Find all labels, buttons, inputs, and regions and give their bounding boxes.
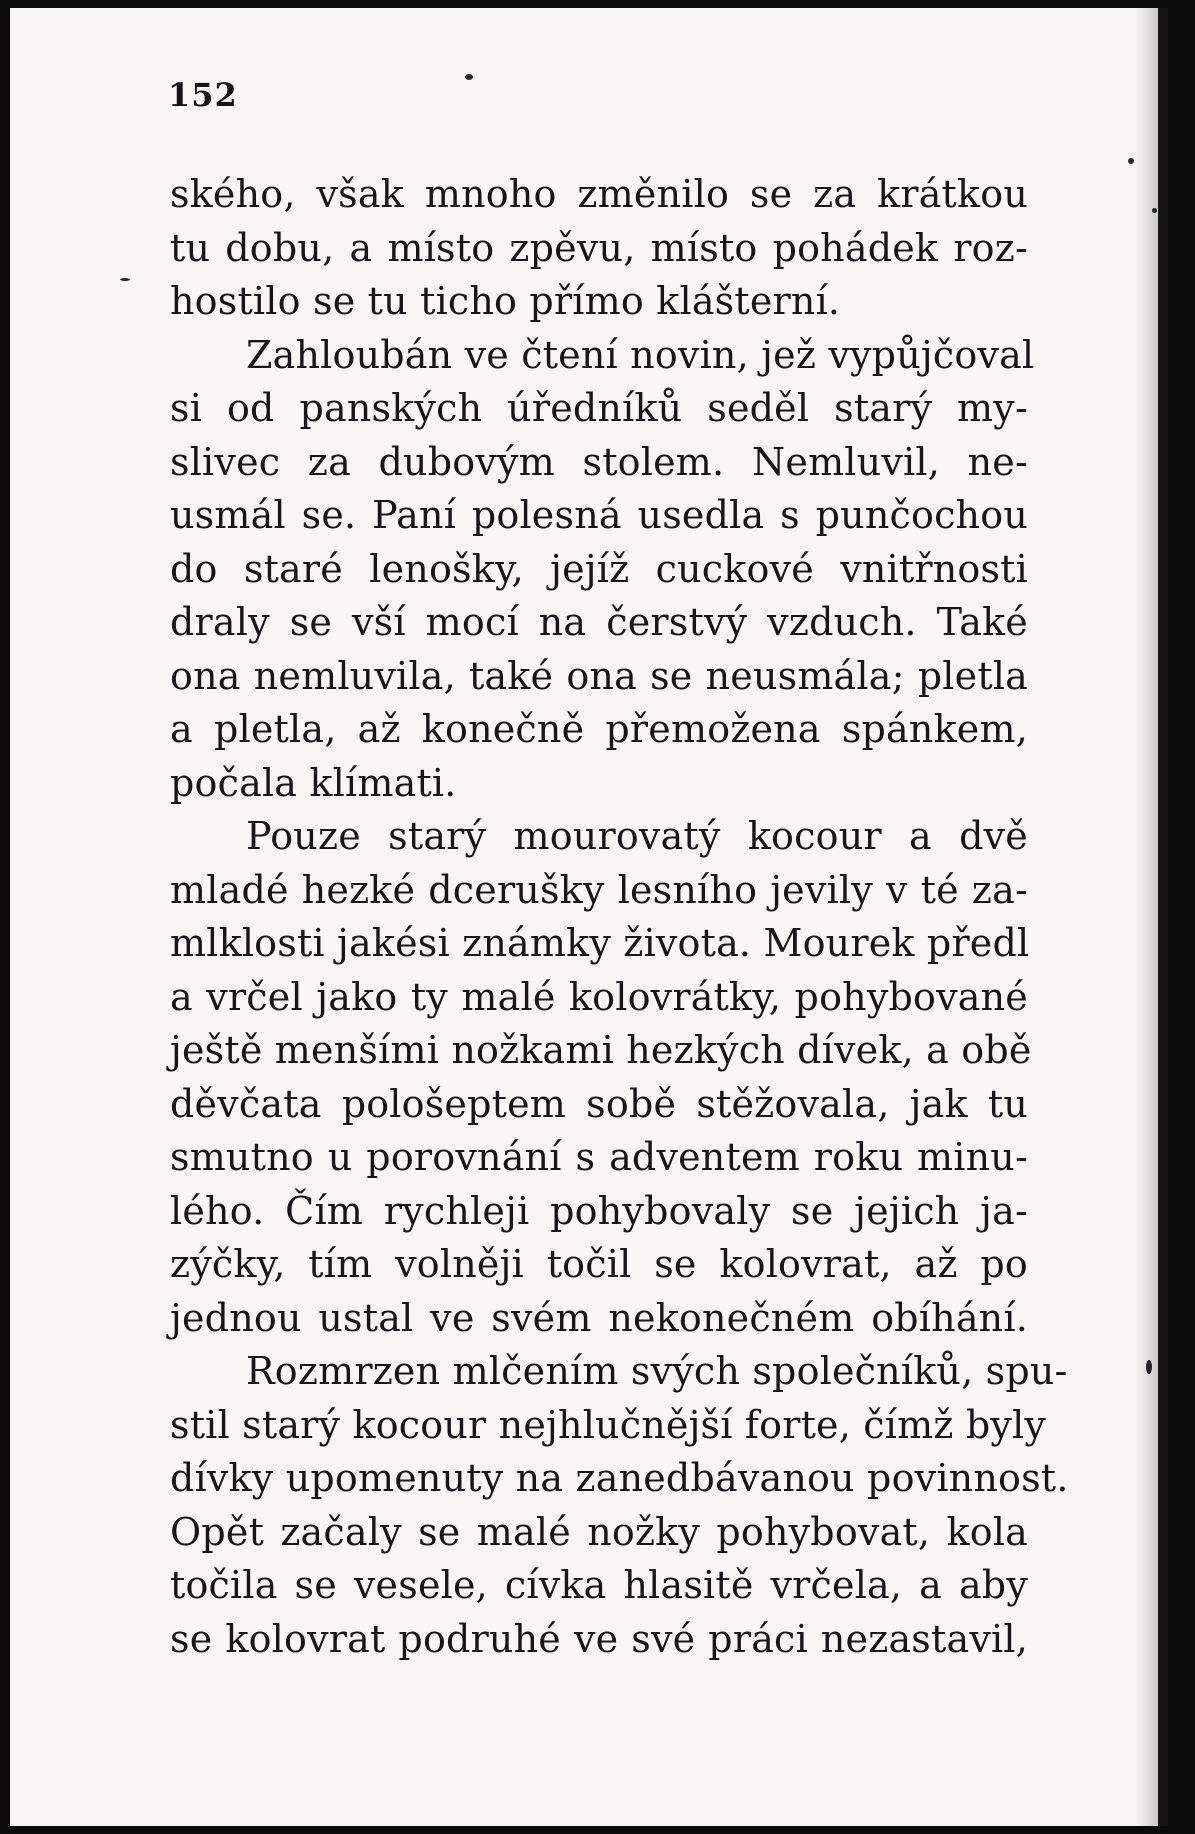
- text-line: děvčata pološeptem sobě stěžovala, jak tu: [170, 1081, 1028, 1126]
- page-number: 152: [168, 76, 238, 114]
- text-line: lého. Čím rychleji pohybovaly se jejich ja-: [170, 1188, 1028, 1233]
- text-line: Rozmrzen mlčením svých společníků, spu-: [246, 1349, 1068, 1393]
- text-line: mlklosti jakési známky života. Mourek předl: [170, 921, 1030, 965]
- text-line: se kolovrat podruhé ve své práci nezastavil,: [170, 1616, 1028, 1661]
- text-line: Pouze starý mourovatý kocour a dvě: [246, 814, 1028, 858]
- scan-shadow-edge: [1136, 8, 1158, 1826]
- text-line: jednou ustal ve svém nekonečném obíhání.: [170, 1295, 1028, 1340]
- text-line: slivec za dubovým stolem. Nemluvil, ne-: [170, 439, 1028, 484]
- text-line: hostilo se tu ticho přímo klášterní.: [170, 279, 841, 323]
- book-page: [10, 8, 1168, 1826]
- text-line: dívky upomenuty na zanedbávanou povinnost.: [170, 1456, 1069, 1500]
- text-line: tu dobu, a místo zpěvu, místo pohádek roz-: [170, 225, 1028, 270]
- text-line: si od panských úředníků seděl starý my-: [170, 386, 1028, 430]
- text-line: zýčky, tím volněji točil se kolovrat, až po: [170, 1242, 1028, 1286]
- body-text: [170, 168, 1069, 1666]
- text-line: Zahloubán ve čtení novin, jež vypůjčoval: [246, 332, 1035, 377]
- text-line: usmál se. Paní polesná usedla s punčochou: [170, 493, 1028, 537]
- scan-speck: [1128, 158, 1134, 164]
- text-line: točila se vesele, cívka hlasitě vrčela, a aby: [170, 1563, 1028, 1607]
- text-line: ského, však mnoho změnilo se za krátkou: [170, 172, 1028, 216]
- text-line: mladé hezké dcerušky lesního jevily v té za-: [170, 867, 1028, 912]
- text-line: ještě menšími nožkami hezkých dívek, a obě: [170, 1028, 1032, 1072]
- text-line: ona nemluvila, také ona se neusmála; pletla: [170, 653, 1028, 698]
- text-line: smutno u porovnání s adventem roku minu-: [170, 1135, 1028, 1179]
- scan-speck: [465, 74, 473, 80]
- text-line: draly se vší mocí na čerstvý vzduch. Také: [170, 600, 1028, 644]
- text-line: a pletla, až konečně přemožena spánkem,: [170, 707, 1028, 751]
- text-line: stil starý kocour nejhlučnější forte, čímž byly: [170, 1402, 1047, 1447]
- text-line: do staré lenošky, jejíž cuckové vnitřnosti: [170, 546, 1028, 591]
- scan-speck: [120, 278, 130, 281]
- text-line: Opět začaly se malé nožky pohybovat, kola: [170, 1509, 1028, 1554]
- text-line: počala klímati.: [170, 760, 457, 805]
- text-line: a vrčel jako ty malé kolovrátky, pohybované: [170, 974, 1028, 1019]
